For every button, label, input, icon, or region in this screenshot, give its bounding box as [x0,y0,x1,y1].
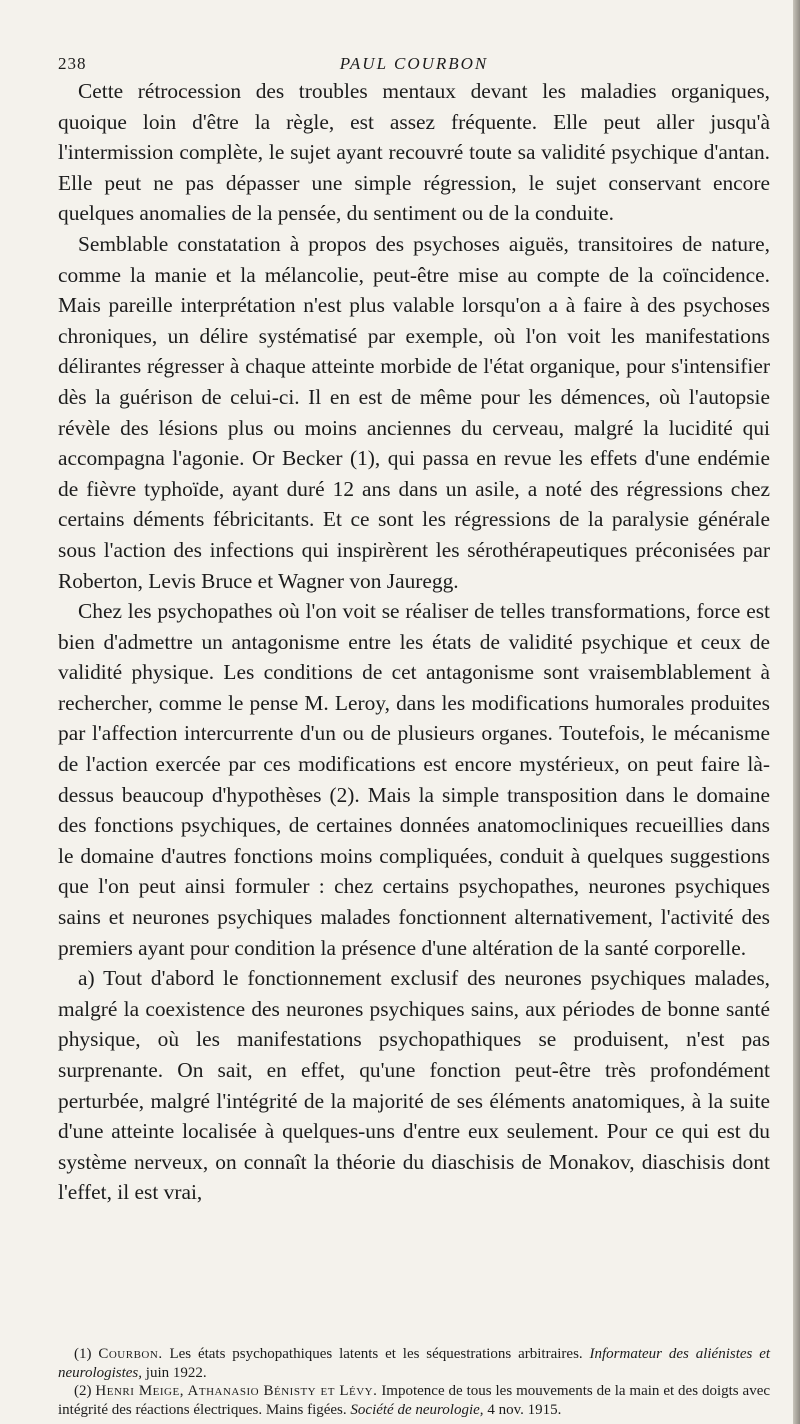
paragraph: a) Tout d'abord le fonctionnement exclusif des neurones psychiques malades, malgré la coexistence des neurones psychiques sains, aux périodes de bonne santé physique, où les manifestations psychopathiques se produisent, n'est pas surprenante. On sait, en effet, qu'une fonction peut-être très profondément perturbée, malgré l'intégrité de la majorité de ses éléments anatomiques, à la suite d'une atteinte localisée à quelques-uns d'entre eux seulement. Pour ce qui est du système nerveux, on connaît la théorie du diaschisis de Monakov, diaschisis dont l'effet, il est vrai, [58,966,770,1205]
footnote [58,1345,770,1382]
book-page [58,40,771,1418]
footnote-date: juin 1922. [145,1364,207,1381]
page-number: 238 [58,54,87,73]
page-edge-shadow [793,0,800,1424]
paragraph: Chez les psychopathes où l'on voit se réaliser de telles transformations, force est bien d'admettre un antagonisme entre les états de validité psychique et ceux de validité physique. Les conditions de cet antagonisme sont vraisemblablement à rechercher, comme le pense M. Leroy, dans les modifications humorales produites par l'affection intercurrente d'un ou de plusieurs organes. Toutefois, le mécanisme de l'action exercée par ces modifications est encore mystérieux, on peut faire là-dessus beaucoup d'hypothèses (2). Mais la simple transposition dans le domaine des fonctions psychiques, de certaines données anatomocliniques recueillies dans le domaine d'autres fonctions moins compliquées, conduit à quelques suggestions que l'on peut ainsi formuler : chez certains psychopathes, neurones psychiques sains et neurones psychiques malades fonctionnent alternativement, l'activité des premiers ayant pour condition la présence d'une altération de la santé corporelle. [58,599,770,960]
footnote-mark: (1) [74,1346,92,1362]
footnote-text: Les états psychopathiques latents et les séquestrations arbitraires. [169,1346,583,1362]
footnote-author: Henri Meige, Athanasio Bénisty et Lévy. [95,1383,378,1399]
footnote [58,1382,770,1419]
footnote-author: Courbon. [98,1346,163,1362]
running-header [58,40,770,76]
main-text [58,76,770,1208]
paragraph: Semblable constatation à propos des psychoses aiguës, transitoires de nature, comme la manie et la mélancolie, peut-être mise au compte de la coïncidence. Mais pareille interprétation n'est plus valable lorsqu'on a à faire à des psychoses chroniques, un délire systématisé par exemple, où l'on voit les manifestations délirantes régresser à chaque atteinte morbide de l'état organique, pour s'intensifier dès la guérison de celui-ci. Il en est de même pour les démences, où l'autopsie révèle des lésions plus ou moins anciennes du cerveau, malgré la lucidité qui accompagna l'agonie. Or Becker (1), qui passa en revue les effets d'une endémie de fièvre typhoïde, ayant duré 12 ans dans un asile, a noté des régressions chez certains déments fébricitants. Et ce sont les régressions de la paralysie générale sous l'action des infections qui inspirèrent les sérothérapeutiques préconisées par Roberton, Levis Bruce et Wagner von Jauregg. [58,231,770,593]
footnotes [58,1345,770,1419]
footnote-mark: (2) [74,1383,92,1399]
footnote-journal: Société de neurologie, [350,1401,484,1418]
footnote-date: 4 nov. 1915. [487,1401,562,1418]
footnote-journal: Informateur des aliénistes et neurologistes, [58,1346,771,1381]
running-title: PAUL COURBON [339,54,489,73]
paragraph: Cette rétrocession des troubles mentaux devant les maladies organiques, quoique loin d'être la règle, est assez fréquente. Elle peut aller jusqu'à l'intermission complète, le sujet ayant recouvré toute sa validité psychique d'antan. Elle peut ne pas dépasser une simple régression, le sujet conservant encore quelques anomalies de la pensée, du sentiment ou de la conduite. [58,79,770,226]
footnote-text: Impotence de tous les mouvements de la main et des doigts avec intégrité des réactions électriques. Mains figées. [58,1383,771,1418]
